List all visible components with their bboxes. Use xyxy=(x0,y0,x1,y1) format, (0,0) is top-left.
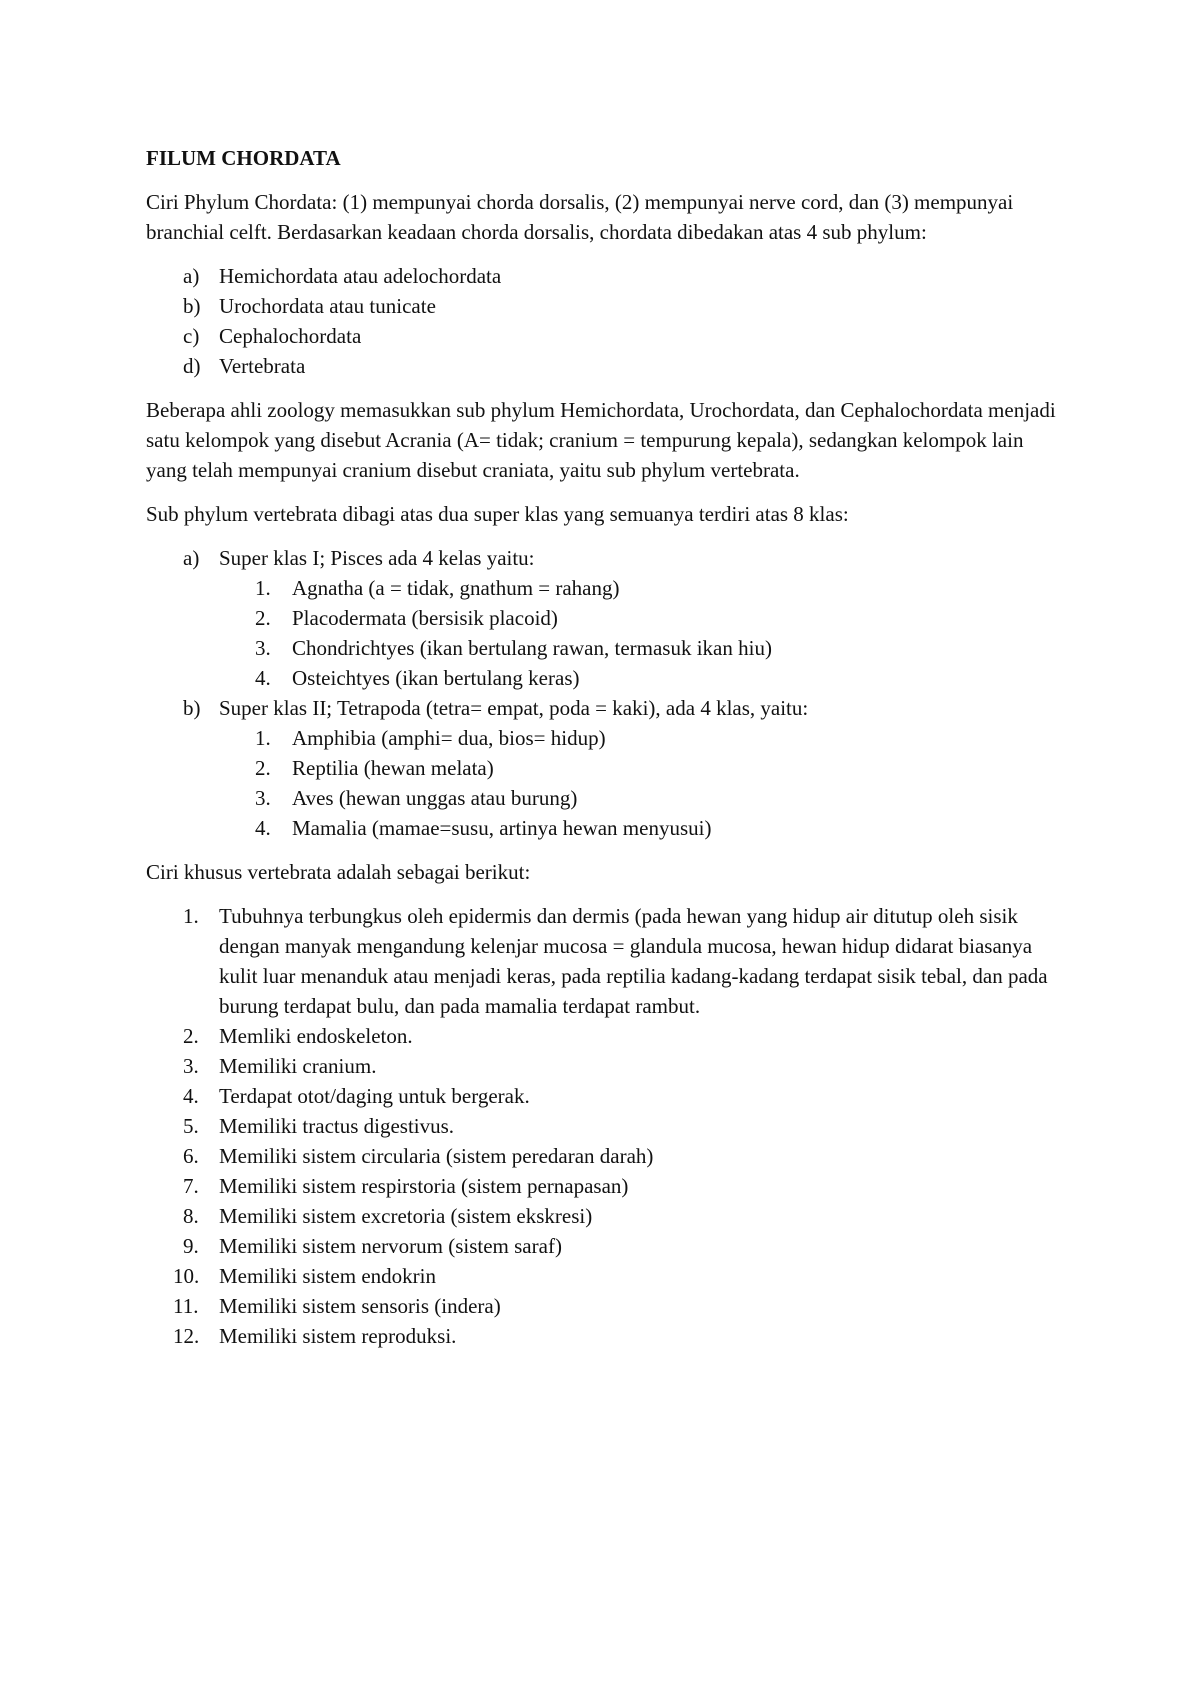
superclass-list xyxy=(146,543,1066,843)
subphylum-label: Urochordata atau tunicate xyxy=(219,294,436,318)
list-marker: 10. xyxy=(173,1264,200,1288)
pisces-class-group xyxy=(146,573,1066,693)
subphylum-list xyxy=(146,261,1066,381)
pisces-class-list xyxy=(146,573,1066,693)
superclass-item xyxy=(146,543,1066,573)
feature-label: Terdapat otot/daging untuk bergerak. xyxy=(219,1084,530,1108)
feature-item xyxy=(146,1081,1066,1111)
list-marker: 1. xyxy=(255,726,271,750)
class-item xyxy=(146,753,1066,783)
feature-item xyxy=(146,1261,1066,1291)
subphylum-label: Cephalochordata xyxy=(219,324,362,348)
list-marker: 1. xyxy=(255,576,271,600)
subphylum-item xyxy=(146,291,1066,321)
acrania-paragraph: Beberapa ahli zoology memasukkan sub phylum Hemichordata, Urochordata, dan Cephalochordata menjadi satu kelompok yang disebut Acrania (A= tidak; cranium = tempurung kepala), sedangkan kelompok lain yang telah mempunyai cranium disebut craniata, yaitu sub phylum vertebrata. xyxy=(146,398,1056,482)
list-marker: 4. xyxy=(255,816,271,840)
list-marker: 2. xyxy=(183,1024,199,1048)
list-marker: 6. xyxy=(183,1144,199,1168)
list-marker: 12. xyxy=(173,1324,200,1348)
feature-label: Memiliki sistem sensoris (indera) xyxy=(219,1294,501,1318)
feature-item xyxy=(146,1021,1066,1051)
list-marker: 1. xyxy=(183,904,199,928)
class-label: Aves (hewan unggas atau burung) xyxy=(292,786,578,810)
list-marker: d) xyxy=(183,354,201,378)
list-marker: 2. xyxy=(255,756,271,780)
list-marker: 3. xyxy=(183,1054,199,1078)
feature-item xyxy=(146,1321,1066,1351)
list-marker: 4. xyxy=(183,1084,199,1108)
document-body xyxy=(146,143,1066,1351)
list-marker: b) xyxy=(183,294,201,318)
subphylum-item xyxy=(146,261,1066,291)
tetrapoda-class-list xyxy=(146,723,1066,843)
superclass-label: Super klas I; Pisces ada 4 kelas yaitu: xyxy=(219,546,535,570)
list-marker: 11. xyxy=(173,1294,199,1318)
class-label: Placodermata (bersisik placoid) xyxy=(292,606,558,630)
feature-label: Memiliki sistem nervorum (sistem saraf) xyxy=(219,1234,562,1258)
document-title: FILUM CHORDATA xyxy=(146,146,341,170)
superclass-label: Super klas II; Tetrapoda (tetra= empat, poda = kaki), ada 4 klas, yaitu: xyxy=(219,696,809,720)
feature-item xyxy=(146,1111,1066,1141)
class-item xyxy=(146,723,1066,753)
vertebrata-intro-paragraph: Sub phylum vertebrata dibagi atas dua super klas yang semuanya terdiri atas 8 klas: xyxy=(146,502,849,526)
class-item xyxy=(146,783,1066,813)
class-label: Amphibia (amphi= dua, bios= hidup) xyxy=(292,726,606,750)
class-item xyxy=(146,603,1066,633)
class-label: Mamalia (mamae=susu, artinya hewan menyusui) xyxy=(292,816,712,840)
list-marker: 3. xyxy=(255,786,271,810)
feature-item xyxy=(146,1051,1066,1081)
list-marker: 9. xyxy=(183,1234,199,1258)
feature-label: Memliki endoskeleton. xyxy=(219,1024,413,1048)
feature-label: Memiliki sistem circularia (sistem peredaran darah) xyxy=(219,1144,654,1168)
list-marker: c) xyxy=(183,324,200,348)
feature-label: Memiliki sistem reproduksi. xyxy=(219,1324,457,1348)
subphylum-item xyxy=(146,321,1066,351)
list-marker: a) xyxy=(183,546,200,570)
class-label: Osteichtyes (ikan bertulang keras) xyxy=(292,666,580,690)
feature-item xyxy=(146,1291,1066,1321)
list-marker: 8. xyxy=(183,1204,199,1228)
class-item xyxy=(146,813,1066,843)
subphylum-label: Vertebrata xyxy=(219,354,306,378)
list-marker: b) xyxy=(183,696,201,720)
subphylum-item xyxy=(146,351,1066,381)
list-marker: 7. xyxy=(183,1174,199,1198)
list-marker: 3. xyxy=(255,636,271,660)
feature-label: Memiliki sistem excretoria (sistem ekskresi) xyxy=(219,1204,593,1228)
tetrapoda-class-group xyxy=(146,723,1066,843)
class-label: Agnatha (a = tidak, gnathum = rahang) xyxy=(292,576,620,600)
feature-item xyxy=(146,1171,1066,1201)
feature-label: Memiliki cranium. xyxy=(219,1054,377,1078)
feature-item xyxy=(146,1141,1066,1171)
class-item xyxy=(146,633,1066,663)
class-item xyxy=(146,663,1066,693)
features-list xyxy=(146,901,1066,1351)
feature-item xyxy=(146,1231,1066,1261)
list-marker: 5. xyxy=(183,1114,199,1138)
subphylum-label: Hemichordata atau adelochordata xyxy=(219,264,502,288)
list-marker: a) xyxy=(183,264,200,288)
features-intro-paragraph: Ciri khusus vertebrata adalah sebagai berikut: xyxy=(146,860,531,884)
superclass-item xyxy=(146,693,1066,723)
class-label: Chondrichtyes (ikan bertulang rawan, termasuk ikan hiu) xyxy=(292,636,772,660)
list-marker: 2. xyxy=(255,606,271,630)
feature-label: Memiliki tractus digestivus. xyxy=(219,1114,455,1138)
feature-label: Memiliki sistem respirstoria (sistem pernapasan) xyxy=(219,1174,629,1198)
feature-label: Tubuhnya terbungkus oleh epidermis dan dermis (pada hewan yang hidup air ditutup oleh sisik dengan manyak mengandung kelenjar mucosa = glandula mucosa, hewan hidup didarat biasanya kulit luar menanduk atau menjadi keras, pada reptilia kadang-kadang terdapat sisik tebal, dan pada burung terdapat bulu, dan pada mamalia terdapat rambut. xyxy=(219,904,1048,1018)
feature-item xyxy=(146,901,1066,1021)
feature-label: Memiliki sistem endokrin xyxy=(219,1264,436,1288)
intro-paragraph: Ciri Phylum Chordata: (1) mempunyai chorda dorsalis, (2) mempunyai nerve cord, dan (3) mempunyai branchial celft. Berdasarkan keadaan chorda dorsalis, chordata dibedakan atas 4 sub phylum: xyxy=(146,190,1014,244)
feature-item xyxy=(146,1201,1066,1231)
class-item xyxy=(146,573,1066,603)
class-label: Reptilia (hewan melata) xyxy=(292,756,494,780)
list-marker: 4. xyxy=(255,666,271,690)
